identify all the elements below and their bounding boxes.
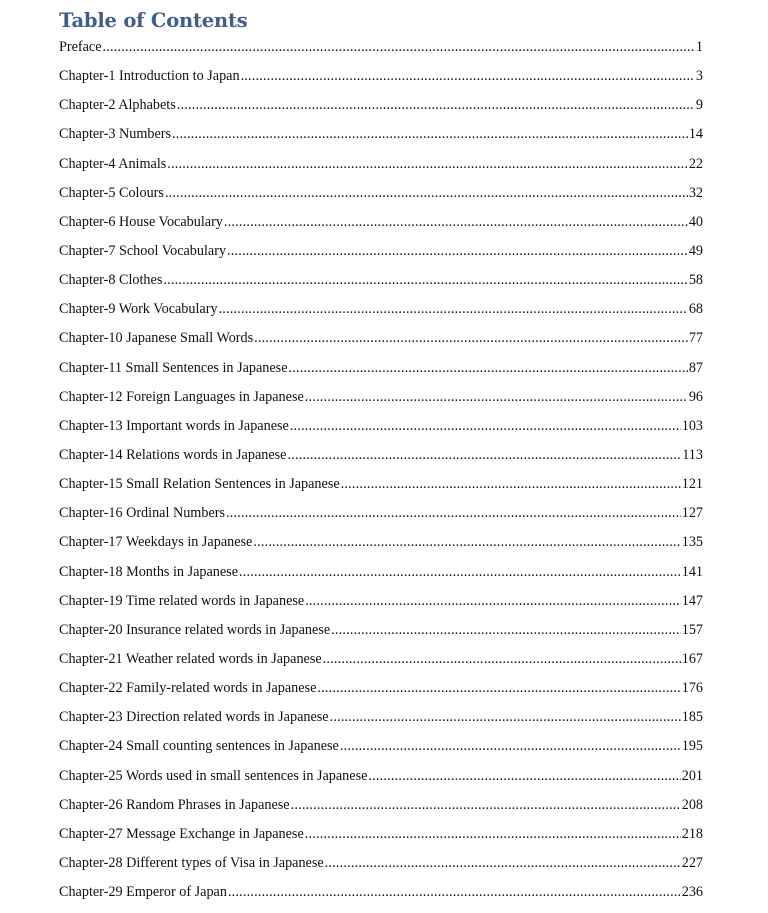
toc-entry[interactable] bbox=[59, 708, 703, 737]
toc-entry-label: Chapter-8 Clothes bbox=[59, 272, 163, 289]
toc-entry[interactable] bbox=[59, 96, 703, 125]
toc-entry-page-number: 103 bbox=[681, 417, 703, 434]
dot-leader bbox=[172, 125, 688, 143]
toc-entry-page-number: 208 bbox=[681, 796, 703, 813]
toc-entry-label: Preface bbox=[59, 39, 102, 55]
toc-entry-label: Chapter-1 Introduction to Japan bbox=[59, 68, 240, 85]
toc-entry-label: Chapter-17 Weekdays in Japanese bbox=[59, 534, 253, 551]
toc-entry-page-number: 77 bbox=[688, 330, 703, 347]
toc-entry-page-number: 68 bbox=[688, 301, 703, 318]
toc-entry-page-number: 127 bbox=[681, 505, 703, 522]
toc-entry-label: Chapter-12 Foreign Languages in Japanese bbox=[59, 388, 304, 405]
dot-leader bbox=[323, 650, 681, 668]
toc-entry[interactable] bbox=[59, 563, 703, 592]
toc-entry-label: Chapter-28 Different types of Visa in Japanese bbox=[59, 854, 324, 871]
toc-entry-page-number: 49 bbox=[688, 242, 703, 259]
toc-entry-page-number: 87 bbox=[688, 359, 703, 376]
toc-entry-label: Chapter-24 Small counting sentences in Japanese bbox=[59, 738, 339, 755]
dot-leader bbox=[177, 96, 695, 114]
toc-entry[interactable] bbox=[59, 242, 703, 271]
toc-entry-label: Chapter-20 Insurance related words in Japanese bbox=[59, 621, 331, 638]
toc-entry-page-number: 218 bbox=[681, 825, 703, 842]
toc-entry[interactable] bbox=[59, 621, 703, 650]
dot-leader bbox=[239, 563, 681, 581]
dot-leader bbox=[330, 708, 681, 726]
toc-entry-label: Chapter-25 Words used in small sentences in Japanese bbox=[59, 767, 368, 784]
toc-entry[interactable] bbox=[59, 38, 703, 67]
dot-leader bbox=[165, 184, 688, 202]
toc-entry-page-number: 195 bbox=[681, 738, 703, 755]
toc-entry-label: Chapter-16 Ordinal Numbers bbox=[59, 505, 225, 522]
toc-entry-page-number: 14 bbox=[688, 126, 703, 143]
dot-leader bbox=[167, 155, 688, 173]
toc-title: Table of Contents bbox=[59, 9, 248, 32]
dot-leader bbox=[287, 446, 681, 464]
dot-leader bbox=[341, 475, 681, 493]
dot-leader bbox=[325, 854, 681, 872]
toc-entry-label: Chapter-10 Japanese Small Words bbox=[59, 330, 254, 347]
toc-list bbox=[59, 38, 703, 912]
toc-entry[interactable] bbox=[59, 504, 703, 533]
toc-entry-page-number: 147 bbox=[681, 592, 703, 609]
dot-leader bbox=[305, 592, 681, 610]
toc-entry-page-number: 227 bbox=[681, 854, 703, 871]
dot-leader bbox=[368, 767, 680, 785]
toc-entry-label: Chapter-2 Alphabets bbox=[59, 97, 176, 114]
toc-entry[interactable] bbox=[59, 533, 703, 562]
toc-entry-page-number: 201 bbox=[681, 767, 703, 784]
toc-entry-label: Chapter-26 Random Phrases in Japanese bbox=[59, 796, 290, 813]
toc-entry-page-number: 167 bbox=[681, 650, 703, 667]
toc-entry-label: Chapter-5 Colours bbox=[59, 184, 164, 201]
toc-entry[interactable] bbox=[59, 854, 703, 883]
toc-entry[interactable] bbox=[59, 417, 703, 446]
toc-entry-page-number: 113 bbox=[682, 446, 703, 463]
toc-entry-page-number: 3 bbox=[695, 68, 703, 85]
toc-entry-label: Chapter-29 Emperor of Japan bbox=[59, 884, 227, 901]
toc-entry-page-number: 32 bbox=[688, 184, 703, 201]
toc-entry-page-number: 185 bbox=[681, 709, 703, 726]
toc-entry-label: Chapter-4 Animals bbox=[59, 155, 167, 172]
toc-entry-page-number: 157 bbox=[681, 621, 703, 638]
dot-leader bbox=[224, 213, 688, 231]
toc-entry-label: Chapter-21 Weather related words in Japanese bbox=[59, 650, 322, 667]
toc-entry-label: Chapter-6 House Vocabulary bbox=[59, 213, 223, 230]
toc-entry[interactable] bbox=[59, 650, 703, 679]
dot-leader bbox=[317, 679, 680, 697]
toc-entry[interactable] bbox=[59, 679, 703, 708]
toc-entry-label: Chapter-9 Work Vocabulary bbox=[59, 301, 218, 318]
toc-entry[interactable] bbox=[59, 271, 703, 300]
dot-leader bbox=[219, 300, 688, 318]
toc-entry-label: Chapter-13 Important words in Japanese bbox=[59, 417, 289, 434]
dot-leader bbox=[289, 359, 688, 377]
toc-entry[interactable] bbox=[59, 446, 703, 475]
dot-leader bbox=[305, 825, 681, 843]
toc-entry-page-number: 176 bbox=[681, 680, 703, 697]
toc-entry[interactable] bbox=[59, 475, 703, 504]
toc-entry[interactable] bbox=[59, 300, 703, 329]
dot-leader bbox=[331, 621, 681, 639]
dot-leader bbox=[228, 883, 681, 901]
toc-entry[interactable] bbox=[59, 883, 703, 912]
toc-entry[interactable] bbox=[59, 737, 703, 766]
toc-entry-label: Chapter-3 Numbers bbox=[59, 126, 172, 143]
toc-entry-label: Chapter-22 Family-related words in Japanese bbox=[59, 680, 317, 697]
dot-leader bbox=[227, 242, 688, 260]
dot-leader bbox=[340, 737, 681, 755]
toc-entry-label: Chapter-7 School Vocabulary bbox=[59, 242, 227, 259]
dot-leader bbox=[253, 533, 680, 551]
dot-leader bbox=[254, 329, 688, 347]
toc-entry[interactable] bbox=[59, 388, 703, 417]
toc-entry-label: Chapter-18 Months in Japanese bbox=[59, 563, 238, 580]
toc-entry-page-number: 141 bbox=[681, 563, 703, 580]
toc-entry-page-number: 135 bbox=[681, 534, 703, 551]
toc-entry[interactable] bbox=[59, 184, 703, 213]
toc-entry-page-number: 1 bbox=[695, 39, 703, 55]
toc-entry[interactable] bbox=[59, 359, 703, 388]
toc-entry[interactable] bbox=[59, 796, 703, 825]
dot-leader bbox=[163, 271, 687, 289]
toc-entry-page-number: 40 bbox=[688, 213, 703, 230]
toc-entry-page-number: 9 bbox=[695, 97, 703, 114]
toc-entry-label: Chapter-19 Time related words in Japanese bbox=[59, 592, 305, 609]
toc-entry[interactable] bbox=[59, 125, 703, 154]
dot-leader bbox=[305, 388, 688, 406]
toc-entry[interactable] bbox=[59, 592, 703, 621]
toc-entry-page-number: 236 bbox=[681, 884, 703, 901]
toc-entry-label: Chapter-23 Direction related words in Japanese bbox=[59, 709, 329, 726]
toc-entry-label: Chapter-15 Small Relation Sentences in Japanese bbox=[59, 476, 340, 493]
dot-leader bbox=[226, 504, 681, 522]
toc-entry[interactable] bbox=[59, 825, 703, 854]
dot-leader bbox=[290, 417, 681, 435]
toc-entry[interactable] bbox=[59, 329, 703, 358]
toc-entry-label: Chapter-27 Message Exchange in Japanese bbox=[59, 825, 304, 842]
toc-entry-label: Chapter-14 Relations words in Japanese bbox=[59, 446, 287, 463]
toc-entry[interactable] bbox=[59, 67, 703, 96]
toc-entry-page-number: 58 bbox=[688, 272, 703, 289]
dot-leader bbox=[241, 67, 695, 85]
toc-entry-page-number: 121 bbox=[681, 476, 703, 493]
dot-leader bbox=[103, 38, 695, 56]
toc-entry[interactable] bbox=[59, 767, 703, 796]
dot-leader bbox=[291, 796, 681, 814]
toc-entry-page-number: 96 bbox=[688, 388, 703, 405]
toc-entry-page-number: 22 bbox=[688, 155, 703, 172]
toc-entry[interactable] bbox=[59, 213, 703, 242]
toc-entry-label: Chapter-11 Small Sentences in Japanese bbox=[59, 359, 288, 376]
toc-entry[interactable] bbox=[59, 155, 703, 184]
